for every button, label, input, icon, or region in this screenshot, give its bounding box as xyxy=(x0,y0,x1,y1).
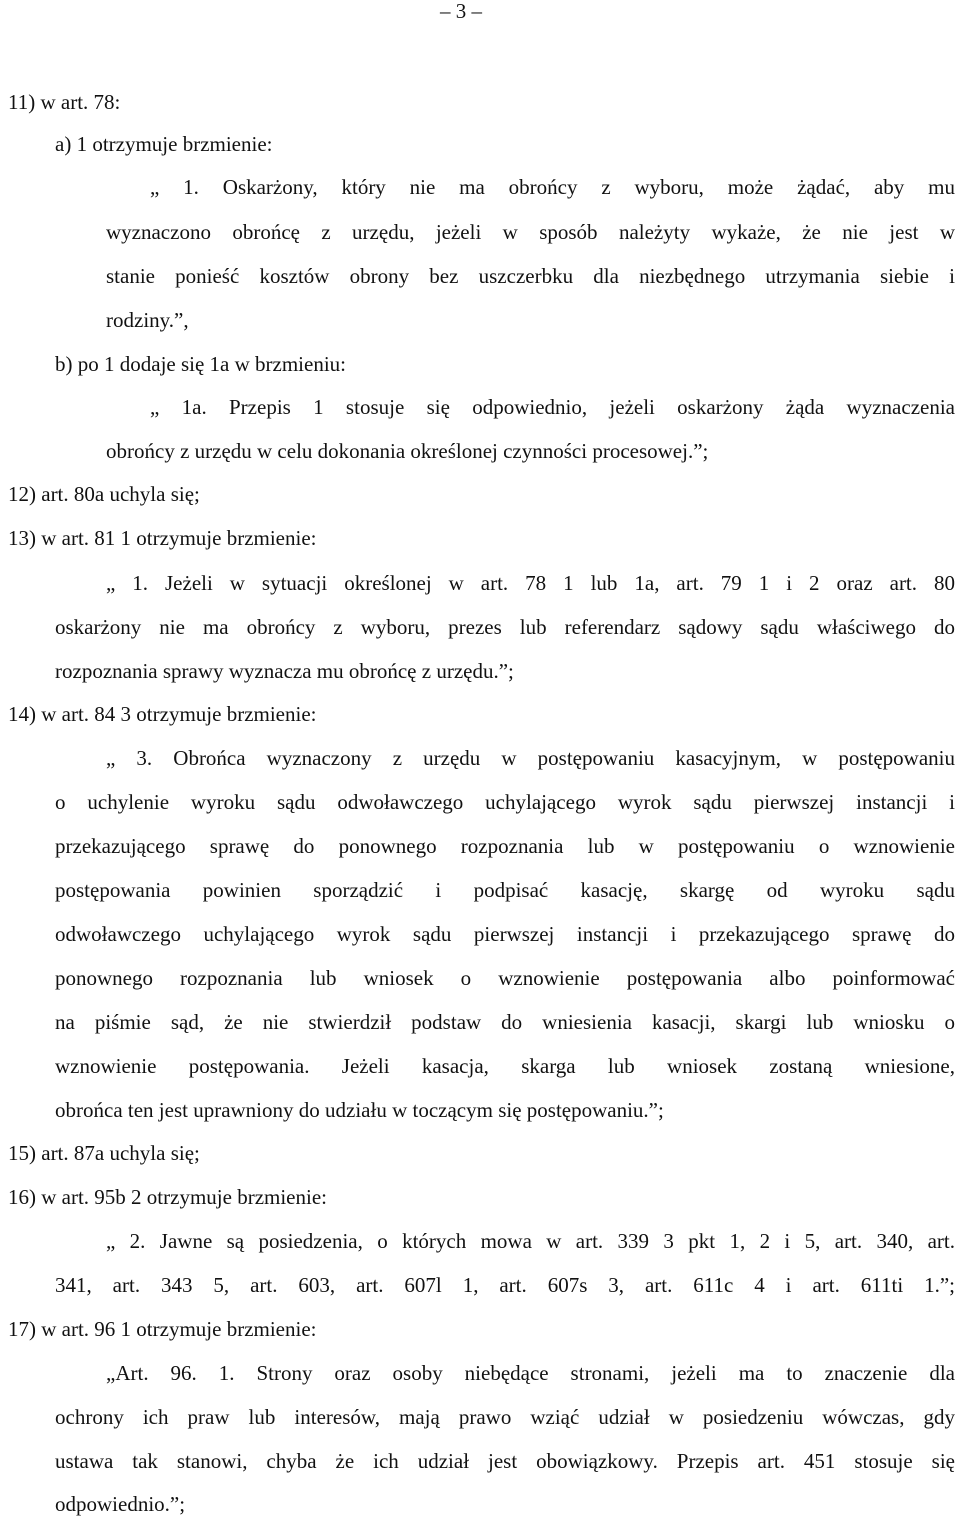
list-item-12: 12) art. 80a uchyla się; xyxy=(8,482,200,506)
quote-line: o uchylenie wyroku sądu odwoławczego uchylającego wyrok sądu pierwszej instancji i xyxy=(55,790,955,814)
quote-line: ochrony ich praw lub interesów, mają prawo wziąć udział w posiedzeniu wówczas, gdy xyxy=(55,1405,955,1429)
quote-line: odwoławczego uchylającego wyrok sądu pierwszej instancji i przekazującego sprawę do xyxy=(55,922,955,946)
list-item-16: 16) w art. 95b 2 otrzymuje brzmienie: xyxy=(8,1185,327,1209)
quote-line: „Art. 96. 1. Strony oraz osoby niebędące stronami, jeżeli ma to znaczenie dla xyxy=(106,1361,955,1385)
list-item-14: 14) w art. 84 3 otrzymuje brzmienie: xyxy=(8,702,317,726)
quote-line: „ 3. Obrońca wyznaczony z urzędu w postępowaniu kasacyjnym, w postępowaniu xyxy=(106,746,955,770)
quote-line: rodziny.”, xyxy=(106,308,189,332)
quote-line: ponownego rozpoznania lub wniosek o wznowienie postępowania albo poinformować xyxy=(55,966,955,990)
quote-line: oskarżony nie ma obrońcy z wyboru, prezes lub referendarz sądowy sądu właściwego do xyxy=(55,615,955,639)
quote-line: „ 2. Jawne są posiedzenia, o których mowa w art. 339 3 pkt 1, 2 i 5, art. 340, art. xyxy=(106,1229,955,1253)
quote-line: 341, art. 343 5, art. 603, art. 607l 1, art. 607s 3, art. 611c 4 i art. 611ti 1.”; xyxy=(55,1273,955,1297)
quote-line: obrońcy z urzędu w celu dokonania określonej czynności procesowej.”; xyxy=(106,439,709,463)
quote-line: „ 1. Oskarżony, który nie ma obrońcy z wyboru, może żądać, aby mu xyxy=(150,175,955,199)
list-item-13: 13) w art. 81 1 otrzymuje brzmienie: xyxy=(8,526,317,550)
quote-line: obrońca ten jest uprawniony do udziału w toczącym się postępowaniu.”; xyxy=(55,1098,664,1122)
quote-line: odpowiednio.”; xyxy=(55,1492,186,1516)
page-number: – 3 – xyxy=(440,0,482,23)
quote-line: wznowienie postępowania. Jeżeli kasacja, skarga lub wniosek zostaną wniesione, xyxy=(55,1054,955,1078)
quote-line: „ 1a. Przepis 1 stosuje się odpowiednio, jeżeli oskarżony żąda wyznaczenia xyxy=(150,395,955,419)
quote-line: na piśmie sąd, że nie stwierdził podstaw do wniesienia kasacji, skargi lub wniosku o xyxy=(55,1010,955,1034)
quote-line: stanie ponieść kosztów obrony bez uszczerbku dla niezbędnego utrzymania siebie i xyxy=(106,264,955,288)
sub-item-a: a) 1 otrzymuje brzmienie: xyxy=(55,132,273,156)
quote-line: przekazującego sprawę do ponownego rozpoznania lub w postępowaniu o wznowienie xyxy=(55,834,955,858)
quote-line: ustawa tak stanowi, chyba że ich udział jest obowiązkowy. Przepis art. 451 stosuje się xyxy=(55,1449,955,1473)
list-item-15: 15) art. 87a uchyla się; xyxy=(8,1141,200,1165)
list-item-17: 17) w art. 96 1 otrzymuje brzmienie: xyxy=(8,1317,317,1341)
quote-line: wyznaczono obrońcę z urzędu, jeżeli w sposób należyty wykaże, że nie jest w xyxy=(106,220,955,244)
quote-line: postępowania powinien sporządzić i podpisać kasację, skargę od wyroku sądu xyxy=(55,878,955,902)
sub-item-b: b) po 1 dodaje się 1a w brzmieniu: xyxy=(55,352,347,376)
quote-line: rozpoznania sprawy wyznacza mu obrońcę z urzędu.”; xyxy=(55,659,514,683)
list-item-11: 11) w art. 78: xyxy=(8,90,121,114)
quote-line: „ 1. Jeżeli w sytuacji określonej w art. 78 1 lub 1a, art. 79 1 i 2 oraz art. 80 xyxy=(106,571,955,595)
